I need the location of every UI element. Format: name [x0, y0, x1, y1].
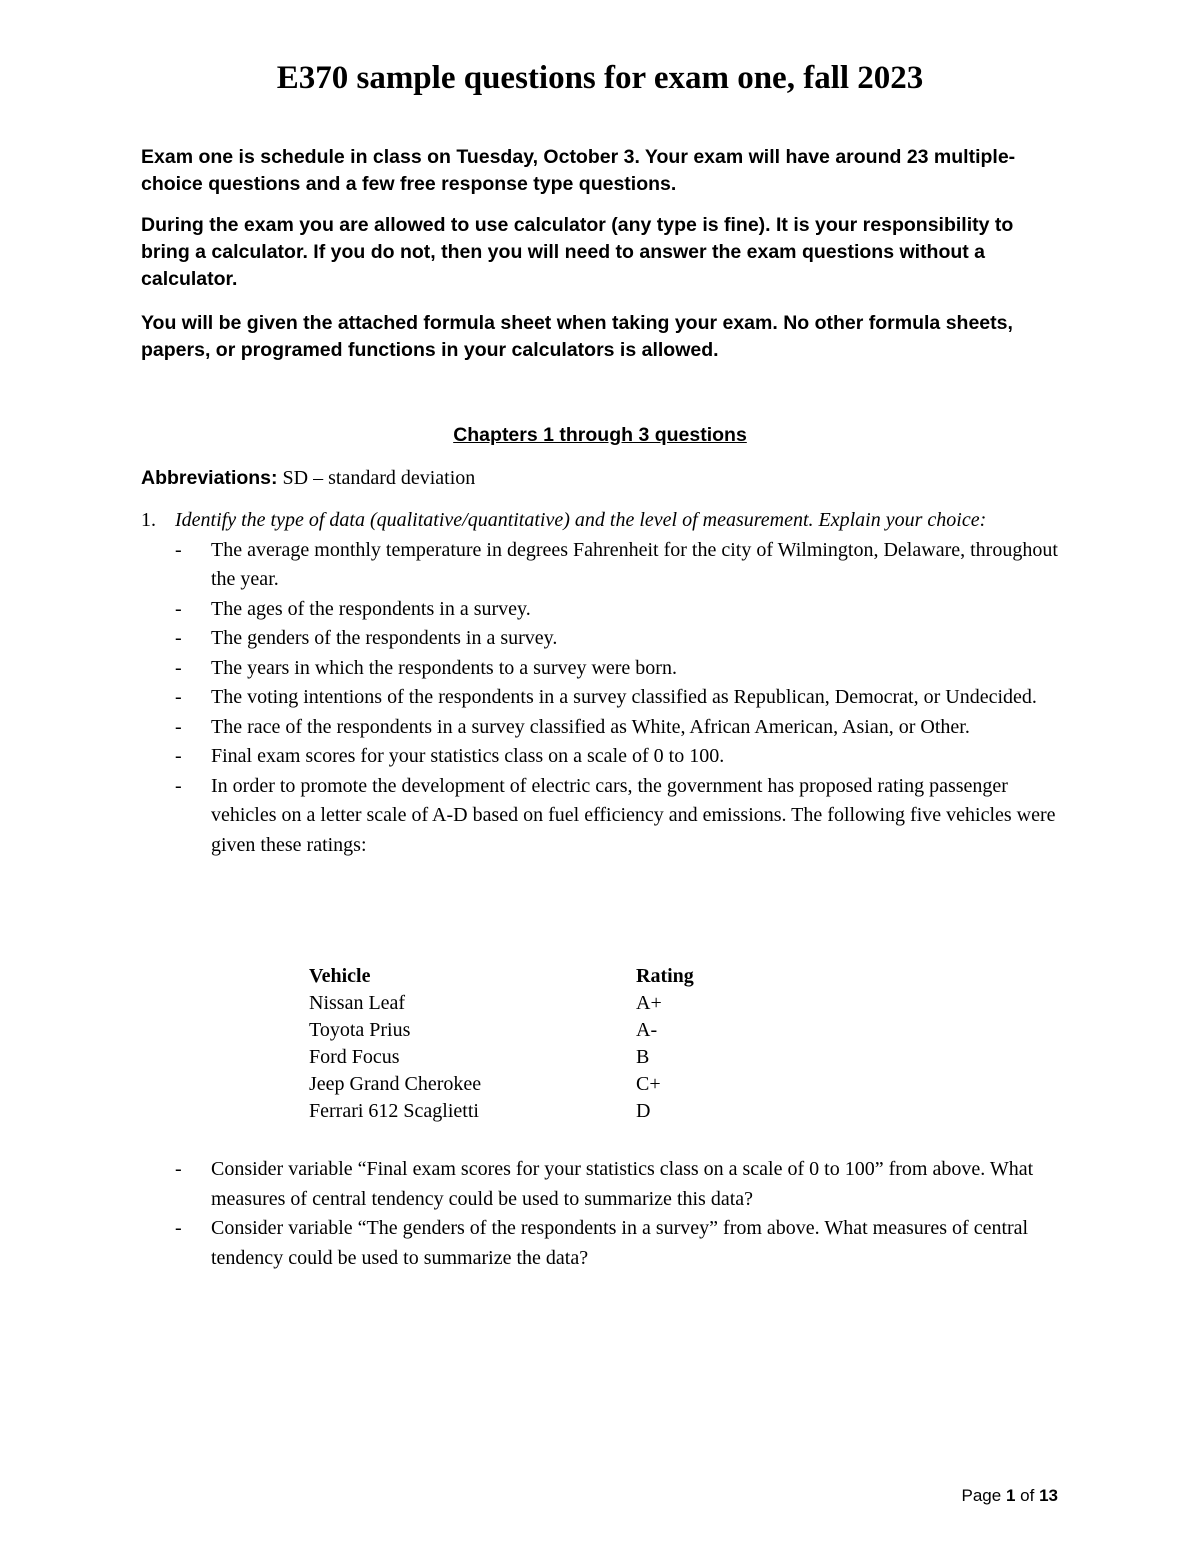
intro-formula-sheet-paragraph: You will be given the attached formula sheet when taking your exam. No other formula sheets, papers, or programed functions in your calculators is allowed. — [141, 312, 1013, 361]
followup-list — [141, 1155, 1066, 1273]
rating-cell: A+ — [636, 992, 662, 1014]
rating-cell: C+ — [636, 1073, 661, 1095]
dash-marker: - — [175, 715, 182, 738]
table-row — [309, 990, 694, 1017]
list-item-text: Consider variable “Final exam scores for your statistics class on a scale of 0 to 100” from above. What measures of central tendency could be used to summarize this data? — [211, 1158, 1034, 1210]
list-item — [141, 654, 1066, 684]
table-row — [309, 1098, 694, 1125]
list-item-text: The race of the respondents in a survey classified as White, African American, Asian, or Other. — [211, 715, 970, 738]
column-header-vehicle: Vehicle — [309, 965, 371, 987]
dash-marker: - — [175, 774, 182, 797]
question-prompt: Identify the type of data (qualitative/quantitative) and the level of measurement. Explain your choice: — [175, 509, 987, 531]
table-header-row — [309, 963, 694, 990]
list-item — [141, 1155, 1066, 1214]
of-word: of — [1020, 1486, 1035, 1505]
document-title: E370 sample questions for exam one, fall 2023 — [276, 60, 924, 96]
abbreviations-text: SD – standard deviation — [277, 467, 476, 489]
page-number — [962, 1484, 1058, 1508]
question-items-list — [141, 536, 1066, 861]
current-page: 1 — [1005, 1486, 1016, 1505]
page-word: Page — [961, 1486, 1002, 1505]
section-heading: Chapters 1 through 3 questions — [453, 424, 747, 446]
vehicle-cell: Nissan Leaf — [309, 992, 406, 1014]
vehicle-cell: Ferrari 612 Scaglietti — [309, 1100, 479, 1122]
dash-marker: - — [175, 627, 182, 649]
vehicle-cell: Jeep Grand Cherokee — [309, 1073, 482, 1095]
column-header-rating: Rating — [636, 965, 694, 987]
table-row — [309, 1044, 694, 1071]
list-item — [141, 595, 1066, 625]
list-item-text: Consider variable “The genders of the respondents in a survey” from above. What measures of central tendency could be used to summarize the data? — [211, 1217, 1029, 1269]
intro-schedule-paragraph: Exam one is schedule in class on Tuesday, October 3. Your exam will have around 23 multiple-choice questions and a few free response type questions. — [141, 146, 1016, 195]
table-row — [309, 1071, 694, 1098]
intro-calculator-paragraph: During the exam you are allowed to use calculator (any type is fine). It is your responsibility to bring a calculator. If you do not, then you will need to answer the exam questions without a calculator. — [141, 214, 1014, 290]
list-item-text: The voting intentions of the respondents in a survey classified as Republican, Democrat, or Undecided. — [211, 686, 1037, 708]
dash-marker: - — [175, 745, 182, 767]
dash-marker: - — [175, 656, 182, 679]
question-1 — [141, 506, 1066, 860]
rating-cell: B — [636, 1046, 650, 1068]
list-item — [141, 1214, 1066, 1273]
vehicle-cell: Toyota Prius — [309, 1019, 411, 1041]
table-row — [309, 1017, 694, 1044]
list-item — [141, 624, 1066, 654]
dash-marker: - — [175, 1217, 182, 1239]
list-item — [141, 742, 1066, 772]
list-item-text: The years in which the respondents to a survey were born. — [211, 656, 677, 679]
abbreviations-line — [141, 464, 475, 492]
list-item-text: In order to promote the development of electric cars, the government has proposed rating passenger vehicles on a letter scale of A-D based on fuel efficiency and emissions. The following five vehicles were given these ratings: — [211, 774, 1056, 856]
abbreviations-label: Abbreviations: — [141, 467, 278, 489]
dash-marker: - — [175, 1158, 182, 1180]
list-item-text: The genders of the respondents in a survey. — [211, 627, 558, 649]
list-item-text: The average monthly temperature in degrees Fahrenheit for the city of Wilmington, Delaware, throughout the year. — [211, 538, 1058, 590]
list-item — [141, 772, 1066, 861]
question-number: 1. — [141, 509, 156, 531]
total-pages: 13 — [1039, 1486, 1058, 1505]
list-item — [141, 683, 1066, 713]
list-item — [141, 713, 1066, 743]
rating-cell: D — [636, 1100, 651, 1122]
question-1-followups — [141, 1155, 1066, 1273]
list-item-text: The ages of the respondents in a survey. — [211, 597, 531, 620]
list-item — [141, 536, 1066, 595]
list-item-text: Final exam scores for your statistics class on a scale of 0 to 100. — [211, 745, 725, 767]
rating-cell: A- — [636, 1019, 658, 1041]
dash-marker: - — [175, 597, 182, 620]
vehicle-cell: Ford Focus — [309, 1046, 400, 1068]
vehicle-rating-table — [309, 963, 694, 1125]
dash-marker: - — [175, 686, 182, 708]
dash-marker: - — [175, 538, 182, 561]
